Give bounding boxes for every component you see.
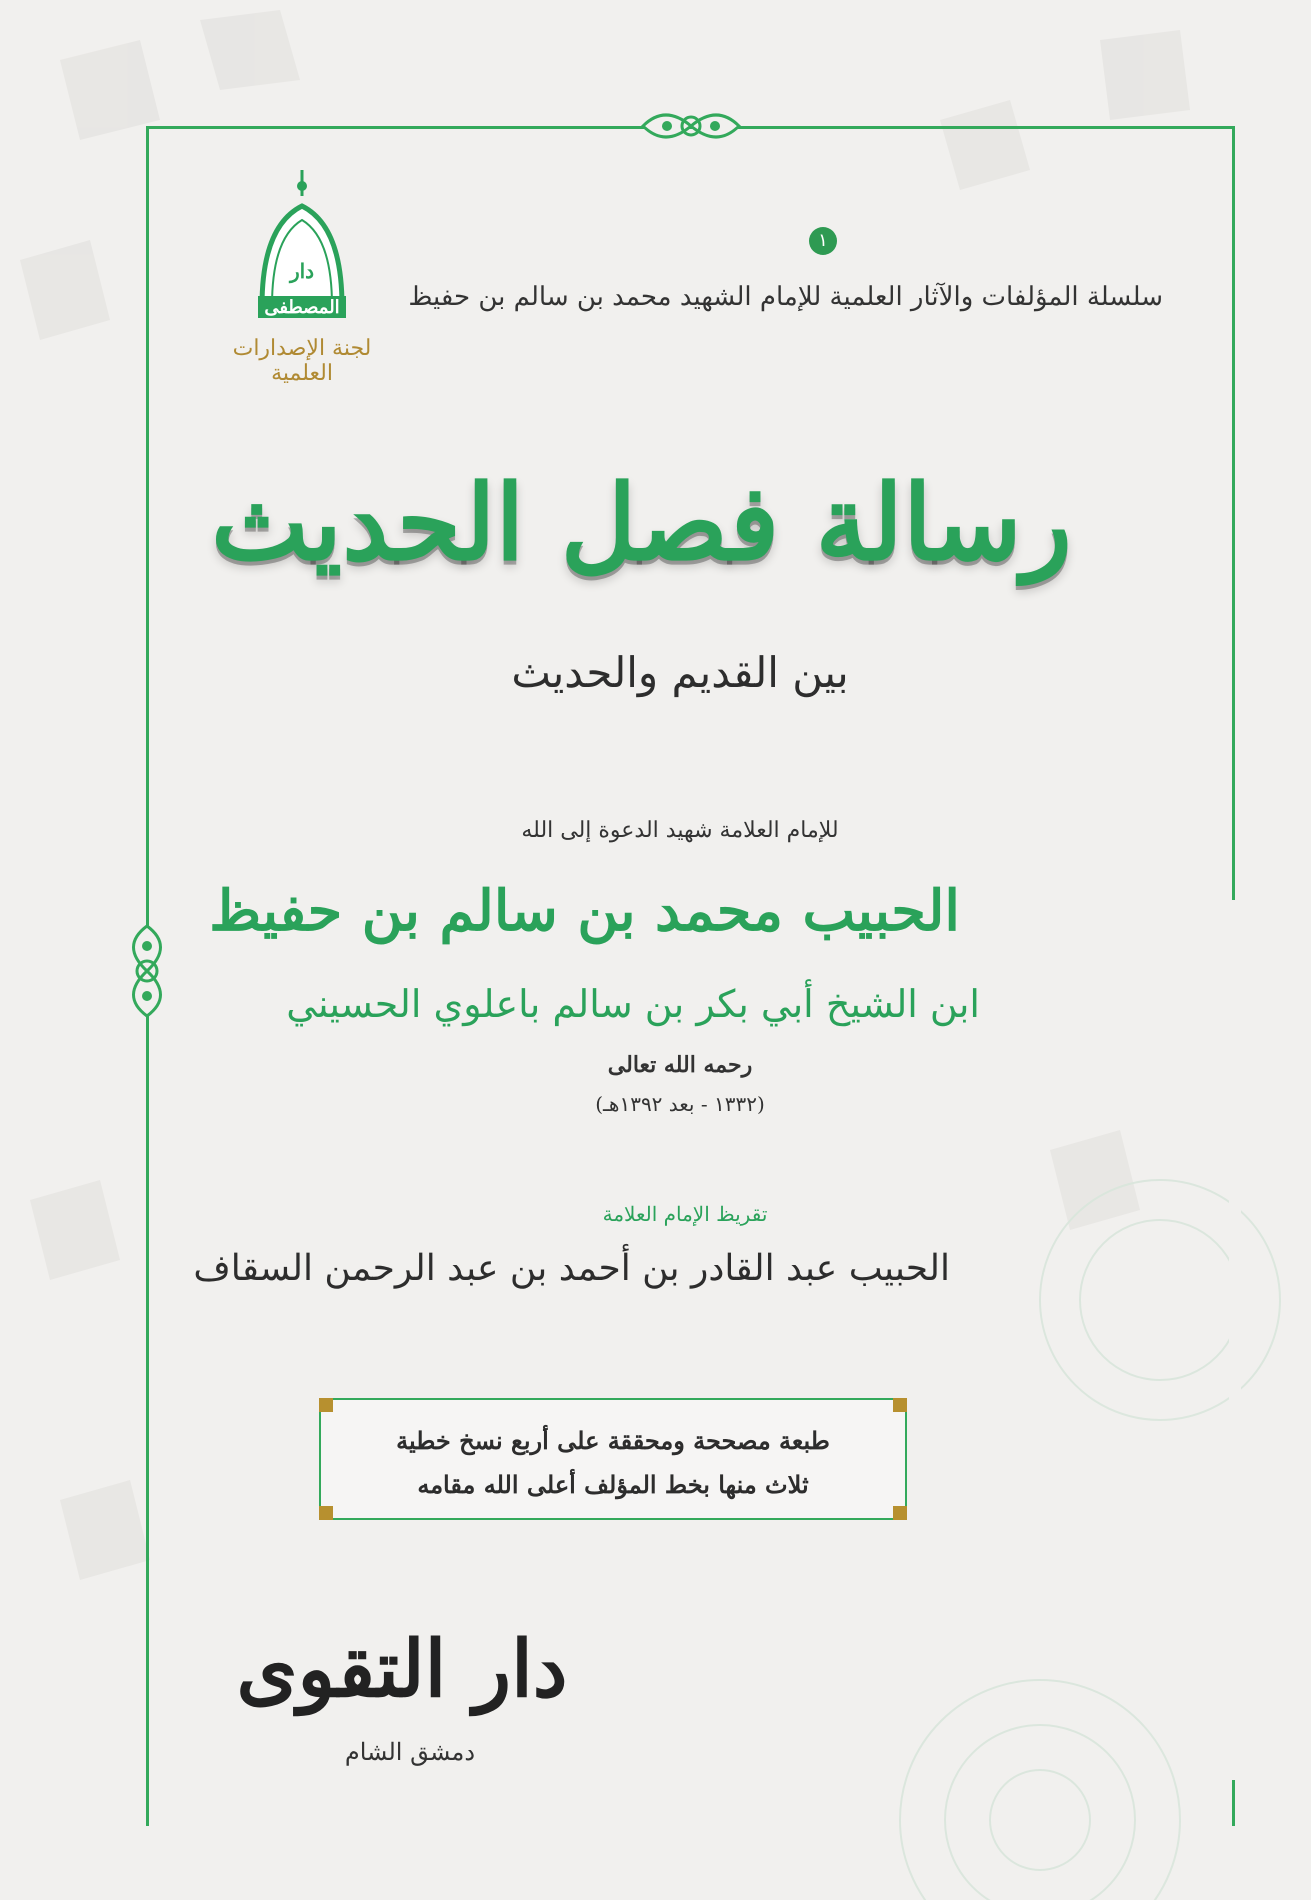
- endorsement-label: تقريظ الإمام العلامة: [602, 1202, 768, 1226]
- box-corner-ornament: [893, 1398, 907, 1412]
- edition-note-line-2: ثلاث منها بخط المؤلف أعلى الله مقامه: [417, 1470, 809, 1499]
- box-corner-ornament: [319, 1398, 333, 1412]
- endorsement-name: الحبيب عبد القادر بن أحمد بن عبد الرحمن السقاف: [193, 1248, 950, 1289]
- author-lineage: ابن الشيخ أبي بكر بن سالم باعلوي الحسيني: [286, 982, 980, 1026]
- author-intro: للإمام العلامة شهيد الدعوة إلى الله: [521, 818, 839, 843]
- box-corner-ornament: [319, 1506, 333, 1520]
- author-mercy-phrase: رحمه الله تعالى: [607, 1052, 753, 1078]
- book-title: رسالة فصل الحديث: [211, 461, 1072, 584]
- frame-top-ornament: [639, 100, 743, 152]
- frame-gap: [1229, 900, 1241, 1780]
- book-subtitle: بين القديم والحديث: [511, 648, 849, 697]
- author-name: الحبيب محمد بن سالم بن حفيظ: [209, 878, 960, 944]
- publisher-city: دمشق الشام: [344, 1738, 476, 1766]
- series-number-badge: ١: [809, 227, 837, 255]
- svg-text:دار: دار: [289, 259, 315, 283]
- edition-note-line-1: طبعة مصححة ومحققة على أربع نسخ خطية: [396, 1426, 830, 1455]
- publisher-name: دار التقوى: [236, 1624, 568, 1715]
- svg-text:المصطفى: المصطفى: [264, 297, 340, 318]
- logo-caption: لجنة الإصدارات العلمية: [232, 336, 372, 386]
- author-dates: (١٣٣٢ - بعد ١٣٩٢هـ): [595, 1092, 765, 1116]
- frame-side-ornament: [116, 922, 178, 1020]
- box-corner-ornament: [893, 1506, 907, 1520]
- edition-note-box: [319, 1398, 907, 1520]
- series-title: سلسلة المؤلفات والآثار العلمية للإمام الشهيد محمد بن سالم بن حفيظ: [408, 282, 1163, 312]
